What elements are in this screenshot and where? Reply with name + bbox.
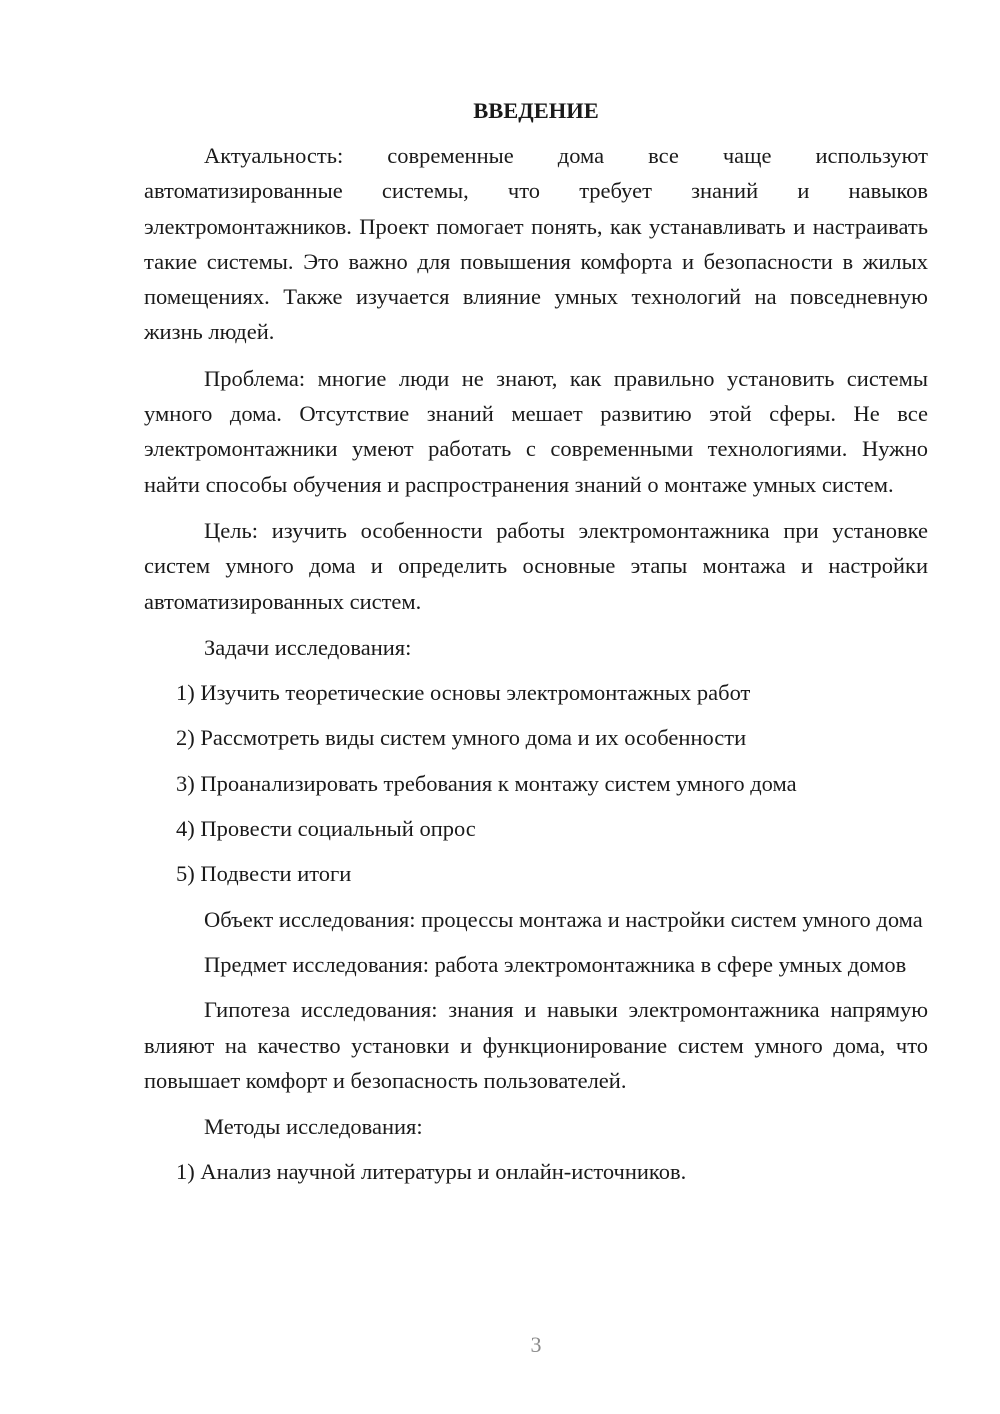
task-item-2: 2) Рассмотреть виды систем умного дома и их особенности (176, 725, 747, 751)
hypothesis-paragraph: Гипотеза исследования: знания и навыки электромонтажника напрямую влияют на качество установки и функционирование систем умного дома, что повышает комфорт и безопасность пользователей. (144, 997, 928, 1093)
task-item-1: 1) Изучить теоретические основы электромонтажных работ (176, 680, 751, 706)
task-item-5: 5) Подвести итоги (176, 861, 352, 887)
method-item-1: 1) Анализ научной литературы и онлайн-источников. (176, 1159, 687, 1185)
page-title: ВВЕДЕНИЕ (473, 98, 599, 123)
task-item-3: 3) Проанализировать требования к монтажу систем умного дома (176, 770, 797, 796)
methods-heading: Методы исследования: (204, 1114, 423, 1140)
problem-paragraph: Проблема: многие люди не знают, как правильно установить системы умного дома. Отсутствие знаний мешает развитию этой сферы. Не все электромонтажники умеют работать с современными технологиями. Нужно найти способы обучения и распространения знаний о монтаже умных систем. (144, 365, 928, 497)
tasks-heading: Задачи исследования: (204, 634, 412, 660)
task-item-4: 4) Провести социальный опрос (176, 816, 476, 842)
subject-paragraph: Предмет исследования: работа электромонтажника в сфере умных домов (204, 951, 907, 977)
page-number: 3 (530, 1332, 542, 1357)
object-paragraph: Объект исследования: процессы монтажа и настройки систем умного дома (204, 906, 923, 932)
relevance-paragraph: Актуальность: современные дома все чаще используют автоматизированные системы, что требует знаний и навыков электромонтажников. Проект помогает понять, как устанавливать и настраивать такие системы. Это важно для повышения комфорта и безопасности в жилых помещениях. Также изучается влияние умных технологий на повседневную жизнь людей. (144, 143, 928, 345)
goal-paragraph: Цель: изучить особенности работы электромонтажника при установке систем умного дома и определить основные этапы монтажа и настройки автоматизированных систем. (144, 517, 928, 614)
page-content (144, 93, 928, 1190)
